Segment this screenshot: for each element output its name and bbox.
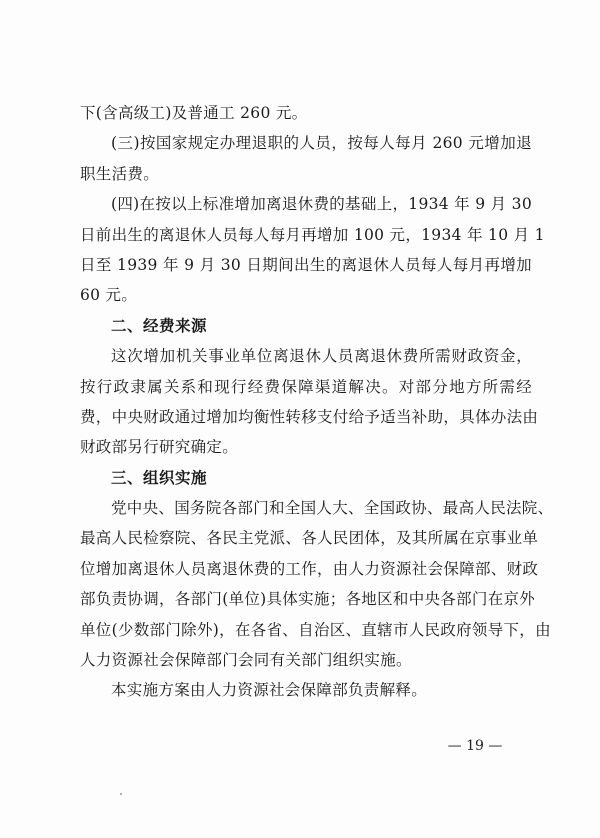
scan-speck [120,793,122,795]
text-line: 日至 1939 年 9 月 30 日期间出生的离退休人员每人每月再增加 [80,255,532,274]
text-line: (四)在按以上标准增加离退休费的基础上，1934 年 9 月 30 [111,195,532,214]
text-line: 日前出生的离退休人员每人每月再增加 100 元，1934 年 10 月 1 [80,225,545,244]
section-heading: 二、经费来源 [111,316,208,335]
page-number: — 19 — [447,738,503,754]
text-line: 60 元。 [80,286,138,305]
text-line: (三)按国家规定办理退职的人员，按每人每月 260 元增加退 [111,134,532,153]
text-line: 费，中央财政通过增加均衡性转移支付给予适当补助，具体办法由 [80,407,539,426]
text-line: 职生活费。 [80,164,160,183]
text-line: 人力资源社会保障部门会同有关部门组织实施。 [80,651,412,670]
section-heading: 三、组织实施 [111,468,208,487]
text-line: 党中央、国务院各部门和全国人大、全国政协、最高人民法院、 [111,499,554,518]
text-line: 位增加离退休人员离退休费的工作，由人力资源社会保障部、财政 [80,559,539,578]
text-line: 本实施方案由人力资源社会保障部负责解释。 [111,681,428,700]
text-line: 按行政隶属关系和现行经费保障渠道解决。对部分地方所需经 [80,377,532,396]
text-line: 最高人民检察院、各民主党派、各人民团体，及其所属在京事业单 [80,529,539,548]
text-line: 财政部另行研究确定。 [80,438,239,457]
text-line: 这次增加机关事业单位离退休人员离退休费所需财政资金， [111,347,532,366]
text-line: 下(含高级工)及普通工 260 元。 [80,104,308,122]
text-line: 单位(少数部门除外)，在各省、自治区、直辖市人民政府领导下，由 [80,620,551,639]
text-line: 部负责协调，各部门(单位)具体实施；各地区和中央各部门在京外 [80,590,536,609]
document-body [80,98,554,706]
